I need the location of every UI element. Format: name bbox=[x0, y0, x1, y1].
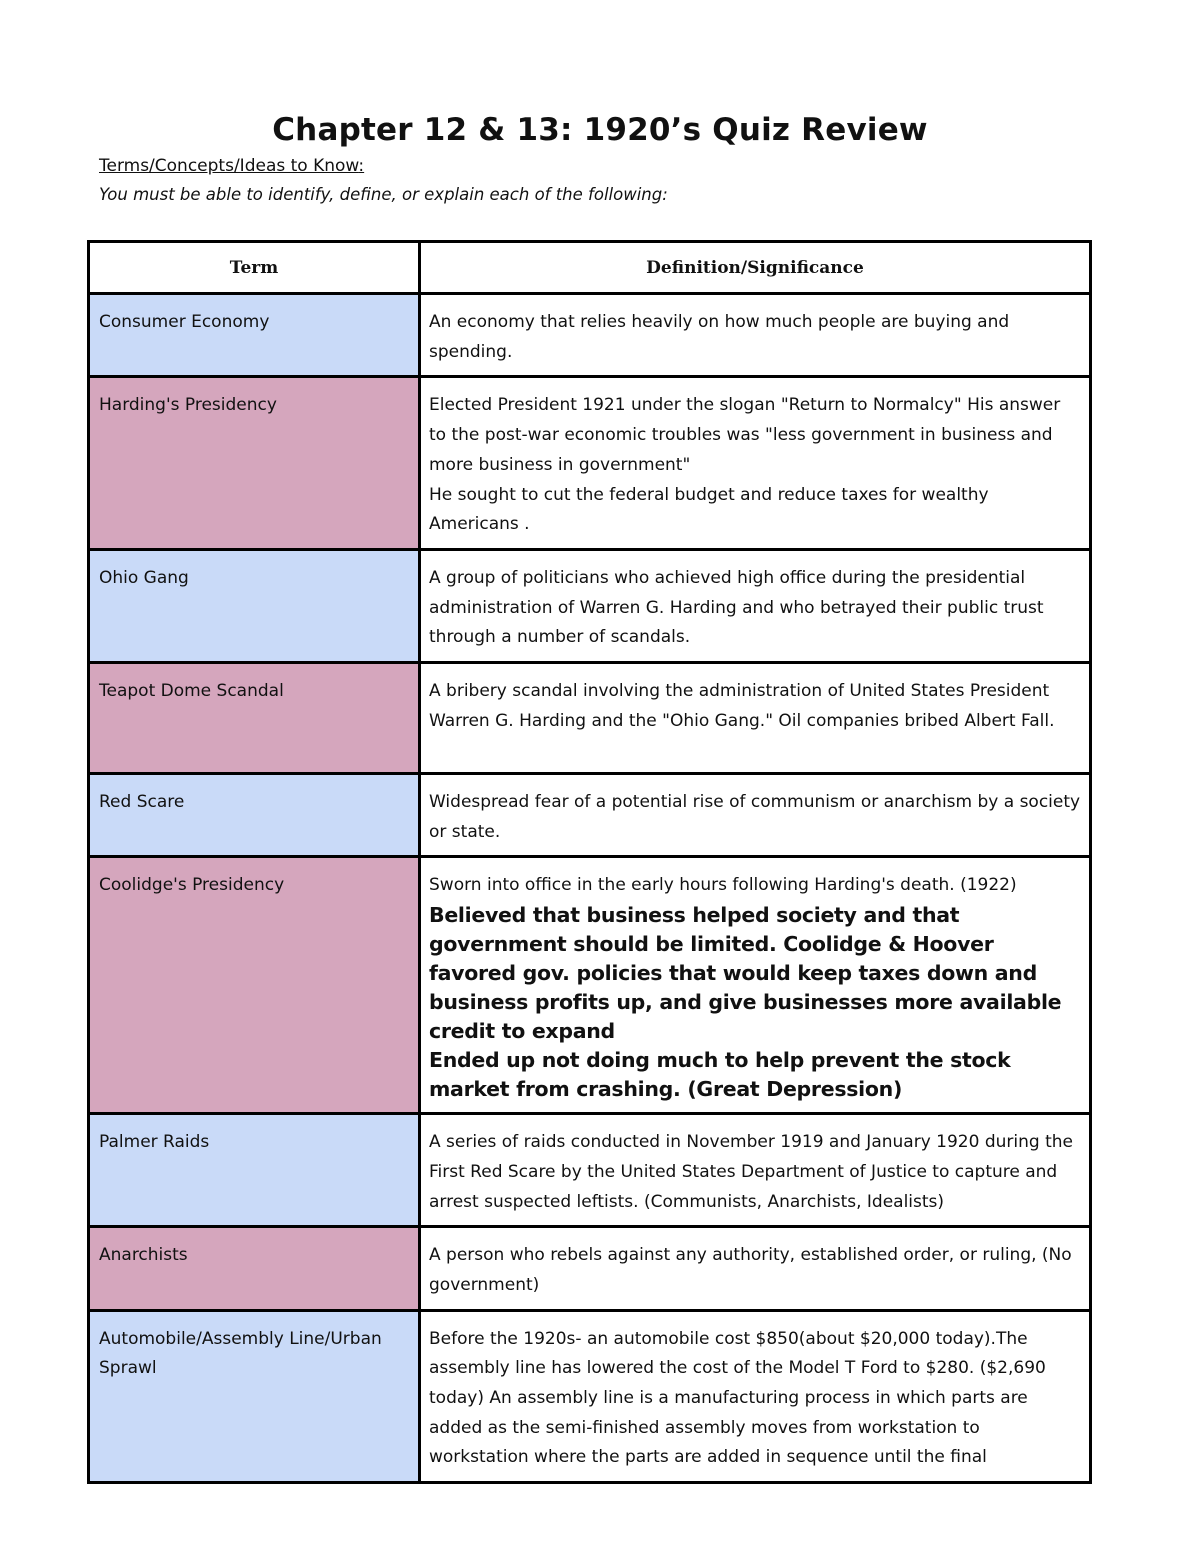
definition-cell bbox=[420, 857, 1091, 1114]
terms-label bbox=[99, 156, 364, 176]
term-cell: Consumer Economy bbox=[89, 294, 420, 377]
table-row bbox=[89, 1310, 1091, 1483]
terms-label-text: Terms/Concepts/Ideas to Know bbox=[99, 156, 359, 176]
table-row bbox=[89, 377, 1091, 550]
definition-cell bbox=[420, 377, 1091, 550]
page-title: Chapter 12 & 13: 1920’s Quiz Review bbox=[272, 112, 928, 148]
definition-text: A bribery scandal involving the administration of United States President Warren G. Harding and the "Ohio Gang." Oil companies bribed Albert Fall. bbox=[429, 681, 1055, 731]
term-cell: Harding's Presidency bbox=[89, 377, 420, 550]
table-row bbox=[89, 663, 1091, 774]
definition-bold-text: Believed that business helped society and that government should be limited. Coolidge & Hoover favored gov. policies that would keep taxes down and business profits up, and give businesses more available credit to expand bbox=[429, 903, 1062, 1044]
review-table bbox=[87, 240, 1092, 1484]
definition-cell bbox=[420, 1114, 1091, 1227]
definition-text: A series of raids conducted in November 1919 and January 1920 during the First Red Scare by the United States Department of Justice to capture and arrest suspected leftists. (Communists, Anarchists, Idealists) bbox=[429, 1132, 1073, 1212]
definition-bold-text: Ended up not doing much to help prevent the stock market from crashing. (Great Depression) bbox=[429, 1048, 1011, 1102]
definition-cell bbox=[420, 1227, 1091, 1310]
definition-column-header: Definition/Significance bbox=[420, 242, 1091, 294]
definition-cell bbox=[420, 549, 1091, 662]
definition-text: A group of politicians who achieved high office during the presidential administration of Warren G. Harding and who betrayed their public trust through a number of scandals. bbox=[429, 567, 1044, 648]
instructions: You must be able to identify, define, or explain each of the following: bbox=[99, 185, 668, 204]
term-cell: Red Scare bbox=[89, 774, 420, 857]
definition-cell bbox=[420, 294, 1091, 377]
definition-text: Elected President 1921 under the slogan "Return to Normalcy" His answer to the post-war economic troubles was "less government in business and more business in government" bbox=[429, 395, 1061, 475]
term-cell: Ohio Gang bbox=[89, 549, 420, 662]
term-cell: Coolidge's Presidency bbox=[89, 857, 420, 1114]
definition-cell bbox=[420, 1310, 1091, 1483]
term-cell: Anarchists bbox=[89, 1227, 420, 1310]
definition-clip bbox=[429, 1325, 1081, 1474]
term-cell: Automobile/Assembly Line/Urban Sprawl bbox=[89, 1310, 420, 1483]
definition-text: A person who rebels against any authority, established order, or ruling, (No government) bbox=[429, 1245, 1072, 1295]
terms-label-colon: : bbox=[358, 156, 365, 176]
term-column-header: Term bbox=[89, 242, 420, 294]
term-cell: Teapot Dome Scandal bbox=[89, 663, 420, 774]
table-row bbox=[89, 1114, 1091, 1227]
definition-cell bbox=[420, 663, 1091, 774]
definition-text: Sworn into office in the early hours following Harding's death. (1922) bbox=[429, 875, 1017, 896]
definition-text: Before the 1920s- an automobile cost $850(about $20,000 today).The assembly line has lowered the cost of the Model T Ford to $280. ($2,690 today) An assembly line is a manufacturing process in which parts are added as the semi-finished assembly moves from workstation to workstation where the parts are added in sequence until the final bbox=[429, 1328, 1046, 1468]
table-header-row bbox=[89, 242, 1091, 294]
table-row bbox=[89, 1227, 1091, 1310]
table-row bbox=[89, 294, 1091, 377]
table-row bbox=[89, 857, 1091, 1114]
definition-text: He sought to cut the federal budget and reduce taxes for wealthy Americans . bbox=[429, 484, 989, 535]
table-row bbox=[89, 549, 1091, 662]
definition-text: An economy that relies heavily on how much people are buying and spending. bbox=[429, 312, 1010, 362]
table-row bbox=[89, 774, 1091, 857]
definition-cell bbox=[420, 774, 1091, 857]
term-cell: Palmer Raids bbox=[89, 1114, 420, 1227]
definition-text: Widespread fear of a potential rise of communism or anarchism by a society or state. bbox=[429, 792, 1081, 842]
